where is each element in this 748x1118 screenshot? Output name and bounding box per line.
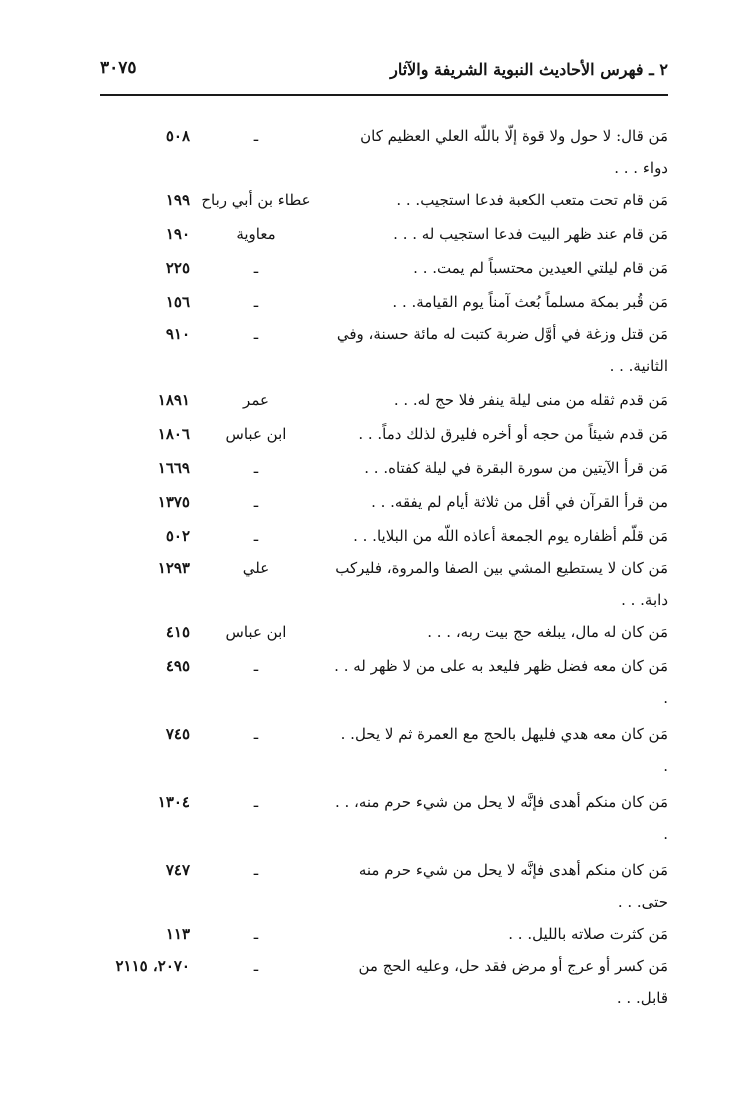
page-title: ٢ ـ فهرس الأحاديث النبوية الشريفة والآثار bbox=[390, 60, 668, 79]
index-row bbox=[100, 718, 668, 786]
hadith-index-table bbox=[100, 120, 668, 1016]
narrator: ـ bbox=[253, 527, 259, 545]
index-row bbox=[100, 520, 668, 552]
hadith-text: مَن قرأ الآيتين من سورة البقرة في ليلة كفتاه. . . bbox=[364, 459, 668, 477]
narrator: ابن عباس bbox=[225, 623, 287, 641]
hadith-text: مَن كان معه هدي فليهل بالحج مع العمرة ثم لا يحل. . . bbox=[340, 725, 668, 775]
hadith-numbers: ١٩٩ bbox=[165, 191, 190, 209]
hadith-text: من قرأ القرآن في أقل من ثلاثة أيام لم يفقه. . . bbox=[371, 493, 668, 511]
hadith-numbers: ٢٠٧٠، ٢١١٥ bbox=[115, 957, 190, 975]
hadith-text: مَن قام ليلتي العيدين محتسباً لم يمت. . . bbox=[413, 259, 668, 277]
hadith-text: مَن كان معه فضل ظهر فليعد به على من لا ظهر له . . . bbox=[334, 657, 668, 707]
hadith-text: مَن كان منكم أهدى فإنَّه لا يحل من شيء حرم منه حتى. . . bbox=[358, 861, 668, 911]
hadith-numbers: ١٢٩٣ bbox=[157, 559, 190, 577]
hadith-text: مَن كان لا يستطيع المشي بين الصفا والمروة، فليركب دابة. . . bbox=[335, 559, 668, 609]
narrator: ـ bbox=[253, 259, 259, 277]
index-row bbox=[100, 252, 668, 286]
hadith-text: مَن قُبر بمكة مسلماً بُعث آمناً يوم القيامة. . . bbox=[392, 293, 668, 311]
hadith-text: مَن كسر أو عرج أو مرض فقد حل، وعليه الحج من قابل. . . bbox=[358, 957, 668, 1007]
index-row bbox=[100, 318, 668, 384]
hadith-text: مَن كان له مال، يبلغه حج بيت ربه، . . . bbox=[427, 623, 668, 641]
hadith-numbers: ١٨٩١ bbox=[157, 391, 190, 409]
index-row bbox=[100, 616, 668, 650]
index-row bbox=[100, 184, 668, 218]
hadith-numbers: ١٥٦ bbox=[165, 293, 190, 311]
hadith-numbers: ١٩٠ bbox=[165, 225, 190, 243]
index-row bbox=[100, 218, 668, 252]
narrator: ـ bbox=[253, 459, 259, 477]
index-row bbox=[100, 950, 668, 1016]
hadith-text: مَن قتل وزغة في أوَّل ضربة كتبت له مائة حسنة، وفي الثانية. . . bbox=[336, 325, 668, 375]
narrator: معاوية bbox=[236, 225, 276, 243]
hadith-text: مَن قام تحت متعب الكعبة فدعا استجيب. . . bbox=[396, 191, 668, 209]
narrator: ـ bbox=[253, 325, 259, 343]
index-row bbox=[100, 384, 668, 418]
hadith-numbers: ١١٣ bbox=[165, 925, 190, 943]
hadith-numbers: ١٦٦٩ bbox=[157, 459, 190, 477]
hadith-numbers: ٧٤٧ bbox=[165, 861, 190, 879]
index-row bbox=[100, 486, 668, 520]
hadith-text: مَن قال: لا حول ولا قوة إلّا باللّه العلي العظيم كان دواء . . . bbox=[360, 127, 668, 177]
narrator: ـ bbox=[253, 861, 259, 879]
narrator: ـ bbox=[253, 493, 259, 511]
hadith-numbers: ٢٢٥ bbox=[165, 259, 190, 277]
hadith-numbers: ٥٠٨ bbox=[165, 127, 190, 145]
page-header bbox=[100, 54, 668, 90]
hadith-numbers: ٧٤٥ bbox=[165, 725, 190, 743]
hadith-text: مَن قام عند ظهر البيت فدعا استجيب له . . . bbox=[393, 225, 668, 243]
narrator: ـ bbox=[253, 725, 259, 743]
index-row bbox=[100, 418, 668, 452]
narrator: ـ bbox=[253, 957, 259, 975]
hadith-text: مَن قدم ثقله من منى ليلة ينفر فلا حج له. . . bbox=[393, 391, 668, 409]
narrator: ـ bbox=[253, 657, 259, 675]
hadith-text: مَن قدم شيئاً من حجه أو أخره فليرق لذلك دماً. . . bbox=[358, 425, 668, 443]
hadith-numbers: ٥٠٢ bbox=[165, 527, 190, 545]
narrator: ـ bbox=[253, 293, 259, 311]
index-row bbox=[100, 786, 668, 854]
index-row bbox=[100, 552, 668, 616]
hadith-text: مَن كثرت صلاته بالليل. . . bbox=[508, 925, 668, 943]
narrator: ـ bbox=[253, 793, 259, 811]
index-row bbox=[100, 650, 668, 718]
index-row bbox=[100, 854, 668, 918]
hadith-numbers: ٩١٠ bbox=[165, 325, 190, 343]
hadith-numbers: ١٣٠٤ bbox=[157, 793, 190, 811]
hadith-numbers: ١٣٧٥ bbox=[157, 493, 190, 511]
hadith-numbers: ٤٩٥ bbox=[165, 657, 190, 675]
page-number: ٣٠٧٥ bbox=[100, 58, 137, 78]
narrator: عطاء بن أبي رباح bbox=[201, 191, 311, 209]
narrator: عمر bbox=[243, 391, 269, 409]
narrator: ـ bbox=[253, 127, 259, 145]
hadith-numbers: ١٨٠٦ bbox=[157, 425, 190, 443]
index-row bbox=[100, 918, 668, 950]
hadith-text: مَن كان منكم أهدى فإنَّه لا يحل من شيء حرم منه، . . . bbox=[334, 793, 668, 843]
narrator: ـ bbox=[253, 925, 259, 943]
hadith-text: مَن قلّم أظفاره يوم الجمعة أعاذه اللّه من البلايا. . . bbox=[353, 527, 668, 545]
hadith-numbers: ٤١٥ bbox=[165, 623, 190, 641]
index-row bbox=[100, 120, 668, 184]
narrator: علي bbox=[242, 559, 270, 577]
narrator: ابن عباس bbox=[225, 425, 287, 443]
index-row bbox=[100, 452, 668, 486]
header-divider bbox=[100, 94, 668, 96]
index-row bbox=[100, 286, 668, 318]
